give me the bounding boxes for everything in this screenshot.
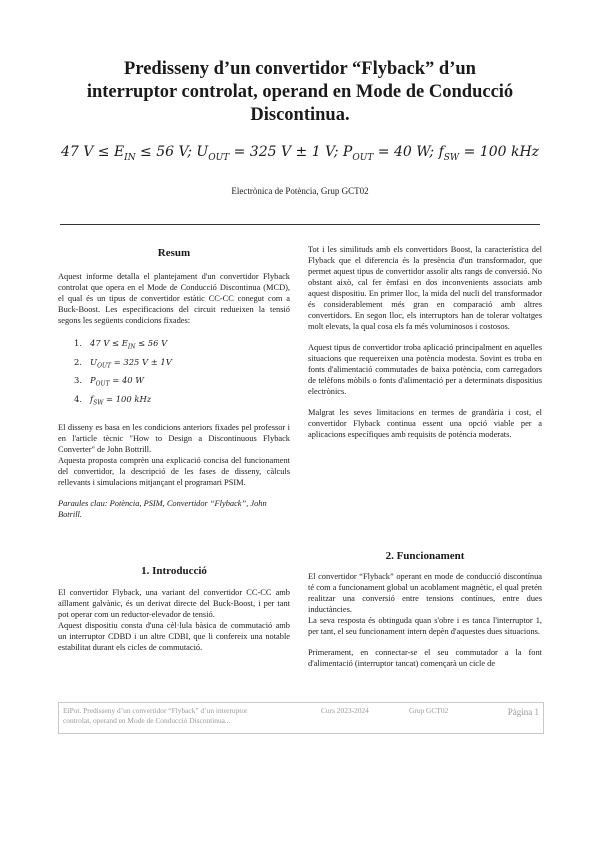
title-line: Predisseny d’un convertidor “Flyback” d’un [124, 59, 476, 79]
spec-sub: SW [443, 152, 460, 163]
spec-list [58, 336, 290, 411]
body-paragraph: Primerament, en connectar-se el seu commutador a la font d'alimentació (interruptor tancat) començarà un cicle de [308, 648, 542, 668]
affiliation: Electrònica de Potència, Grup GCT02 [231, 186, 369, 196]
spec-list-item: 1. 47 $V \le E_{IN} \le 56$ V [74, 338, 168, 351]
spec-sub: IN [124, 152, 136, 163]
body-paragraph: El convertidor “Flyback” operant en mode de conducció discontínua té com a funcionament global un acoblament magnètic, el qual pretén realitzar una conversió entre tensions contínues, entre dues inductàncies. [308, 572, 542, 614]
spec-sub: OUT [208, 152, 230, 163]
spec-list-item: 3. $P_{OUT} = 40$ W [74, 375, 144, 389]
keywords: Paraules clau: Potència, PSIM, Convertidor “Flyback”, John Botrill. [58, 498, 267, 519]
footer-title-line: EiPot. Predisseny d’un convertidor “Flyback” d’un interruptor [63, 706, 248, 715]
paper-title [50, 58, 550, 127]
footer-title [63, 706, 313, 726]
spec-part: = 40 W; f [373, 144, 444, 160]
spec-list-item: 4. $f_{SW} = 100$ kHz [74, 394, 152, 407]
abstract-section [58, 248, 290, 530]
section-heading: 2. Funcionament [385, 550, 465, 562]
right-column-text [308, 244, 542, 450]
intro-paragraph: Aquest dispositiu consta d'una cèl·lula bàsica de commutació amb un interruptor CDBD i un altre CDBI, que li confereix una notable estabilitat durant els cicles de commutació. [58, 621, 290, 652]
intro-paragraph: El convertidor Flyback, una variant del convertidor CC-CC amb aïllament galvànic, és un derivat directe del Buck-Boost, i per tant pot operar com un reductor-elevador de tensió. [58, 588, 290, 619]
body-paragraph: Malgrat les seves limitacions en termes de grandària i cost, el convertidor Flyback continua essent una opció viable per a aplicacions específiques amb requisits de potència moderats. [308, 408, 542, 439]
spec-part: ≤ 56 V; U [135, 144, 209, 160]
title-line: Discontinua. [250, 105, 350, 125]
spec-part: 47 V ≤ E [60, 144, 125, 160]
body-paragraph: La seva resposta és obtinguda quan s'obre i es tanca l'interruptor 1, per tant, el seu funcionament intern depèn d'aquestes dues situacions. [308, 616, 542, 636]
abstract-paragraph: El disseny es basa en les condicions anteriors fixades pel professor i en l'article tècnic "How to Design a Discontinuous Flyback Converter" de John Bottrill. [58, 422, 290, 454]
abstract-heading: Resum [157, 247, 191, 259]
footer-title-line: controlat, operand en Mode de Conducció Discontinua... [63, 716, 231, 725]
funcionament-section [308, 551, 542, 679]
spec-sub: OUT [352, 152, 374, 163]
divider [60, 224, 540, 225]
introduction-section [58, 566, 290, 663]
title-line: interruptor controlat, operand en Mode de Conducció [86, 82, 514, 102]
body-paragraph: Aquest tipus de convertidor troba aplicació principalment en aquelles situacions que requereixen una potència modesta. Sovint es troba en fonts d'alimentació commutades de baixa potència, com carregadors de telèfons mòbils o fonts d'alimentació per a determinats dispositius electrònics. [308, 343, 542, 396]
footer-course: Curs 2023-2024 [321, 706, 369, 715]
spec-list-item: 2. $U_{OUT} = 325$ V ± 1V [74, 356, 172, 370]
specification-equation [30, 144, 570, 163]
spec-part: = 100 kHz [459, 144, 540, 160]
abstract-paragraph: Aquest informe detalla el plantejament d'un convertidor Flyback controlat que opera en el Mode de Conducció Discontinua (MCD), el qual és un tipus de convertidor estàtic CC-CC conegut com a Buck-Boost. Les especificacions del circuit redueixen la tensió segons les següents condicions fixades: [58, 272, 290, 325]
section-heading: 1. Introducció [141, 565, 207, 577]
spec-part: = 325 V ± 1 V; P [229, 144, 353, 160]
footer-group: Grup GCT02 [409, 706, 449, 715]
page-number: Pàgina 1 [507, 707, 539, 717]
body-paragraph: Tot i les similituds amb els convertidors Boost, la característica del Flyback que el diferencia és la presència d'un transformador, que permet aquest tipus de convertidor assolir alts rangs de conversió. No obstant això, cal fer èmfasi en dos inconvenients associats amb aquest dispositiu. En primer lloc, la mida del nucli del transformador és considerablement més gran en comparació amb altres convertidors. En segon lloc, els interruptors han de tolerar voltatges molt elevats, la qual cosa els fa més voluminosos i costosos. [308, 245, 542, 331]
abstract-paragraph: Aquesta proposta comprèn una explicació concisa del funcionament del convertidor, la descripció de les fases de disseny, càlculs rellevants i simulacions mitjançant el programari PSIM. [58, 455, 290, 487]
page-footer [58, 702, 544, 734]
